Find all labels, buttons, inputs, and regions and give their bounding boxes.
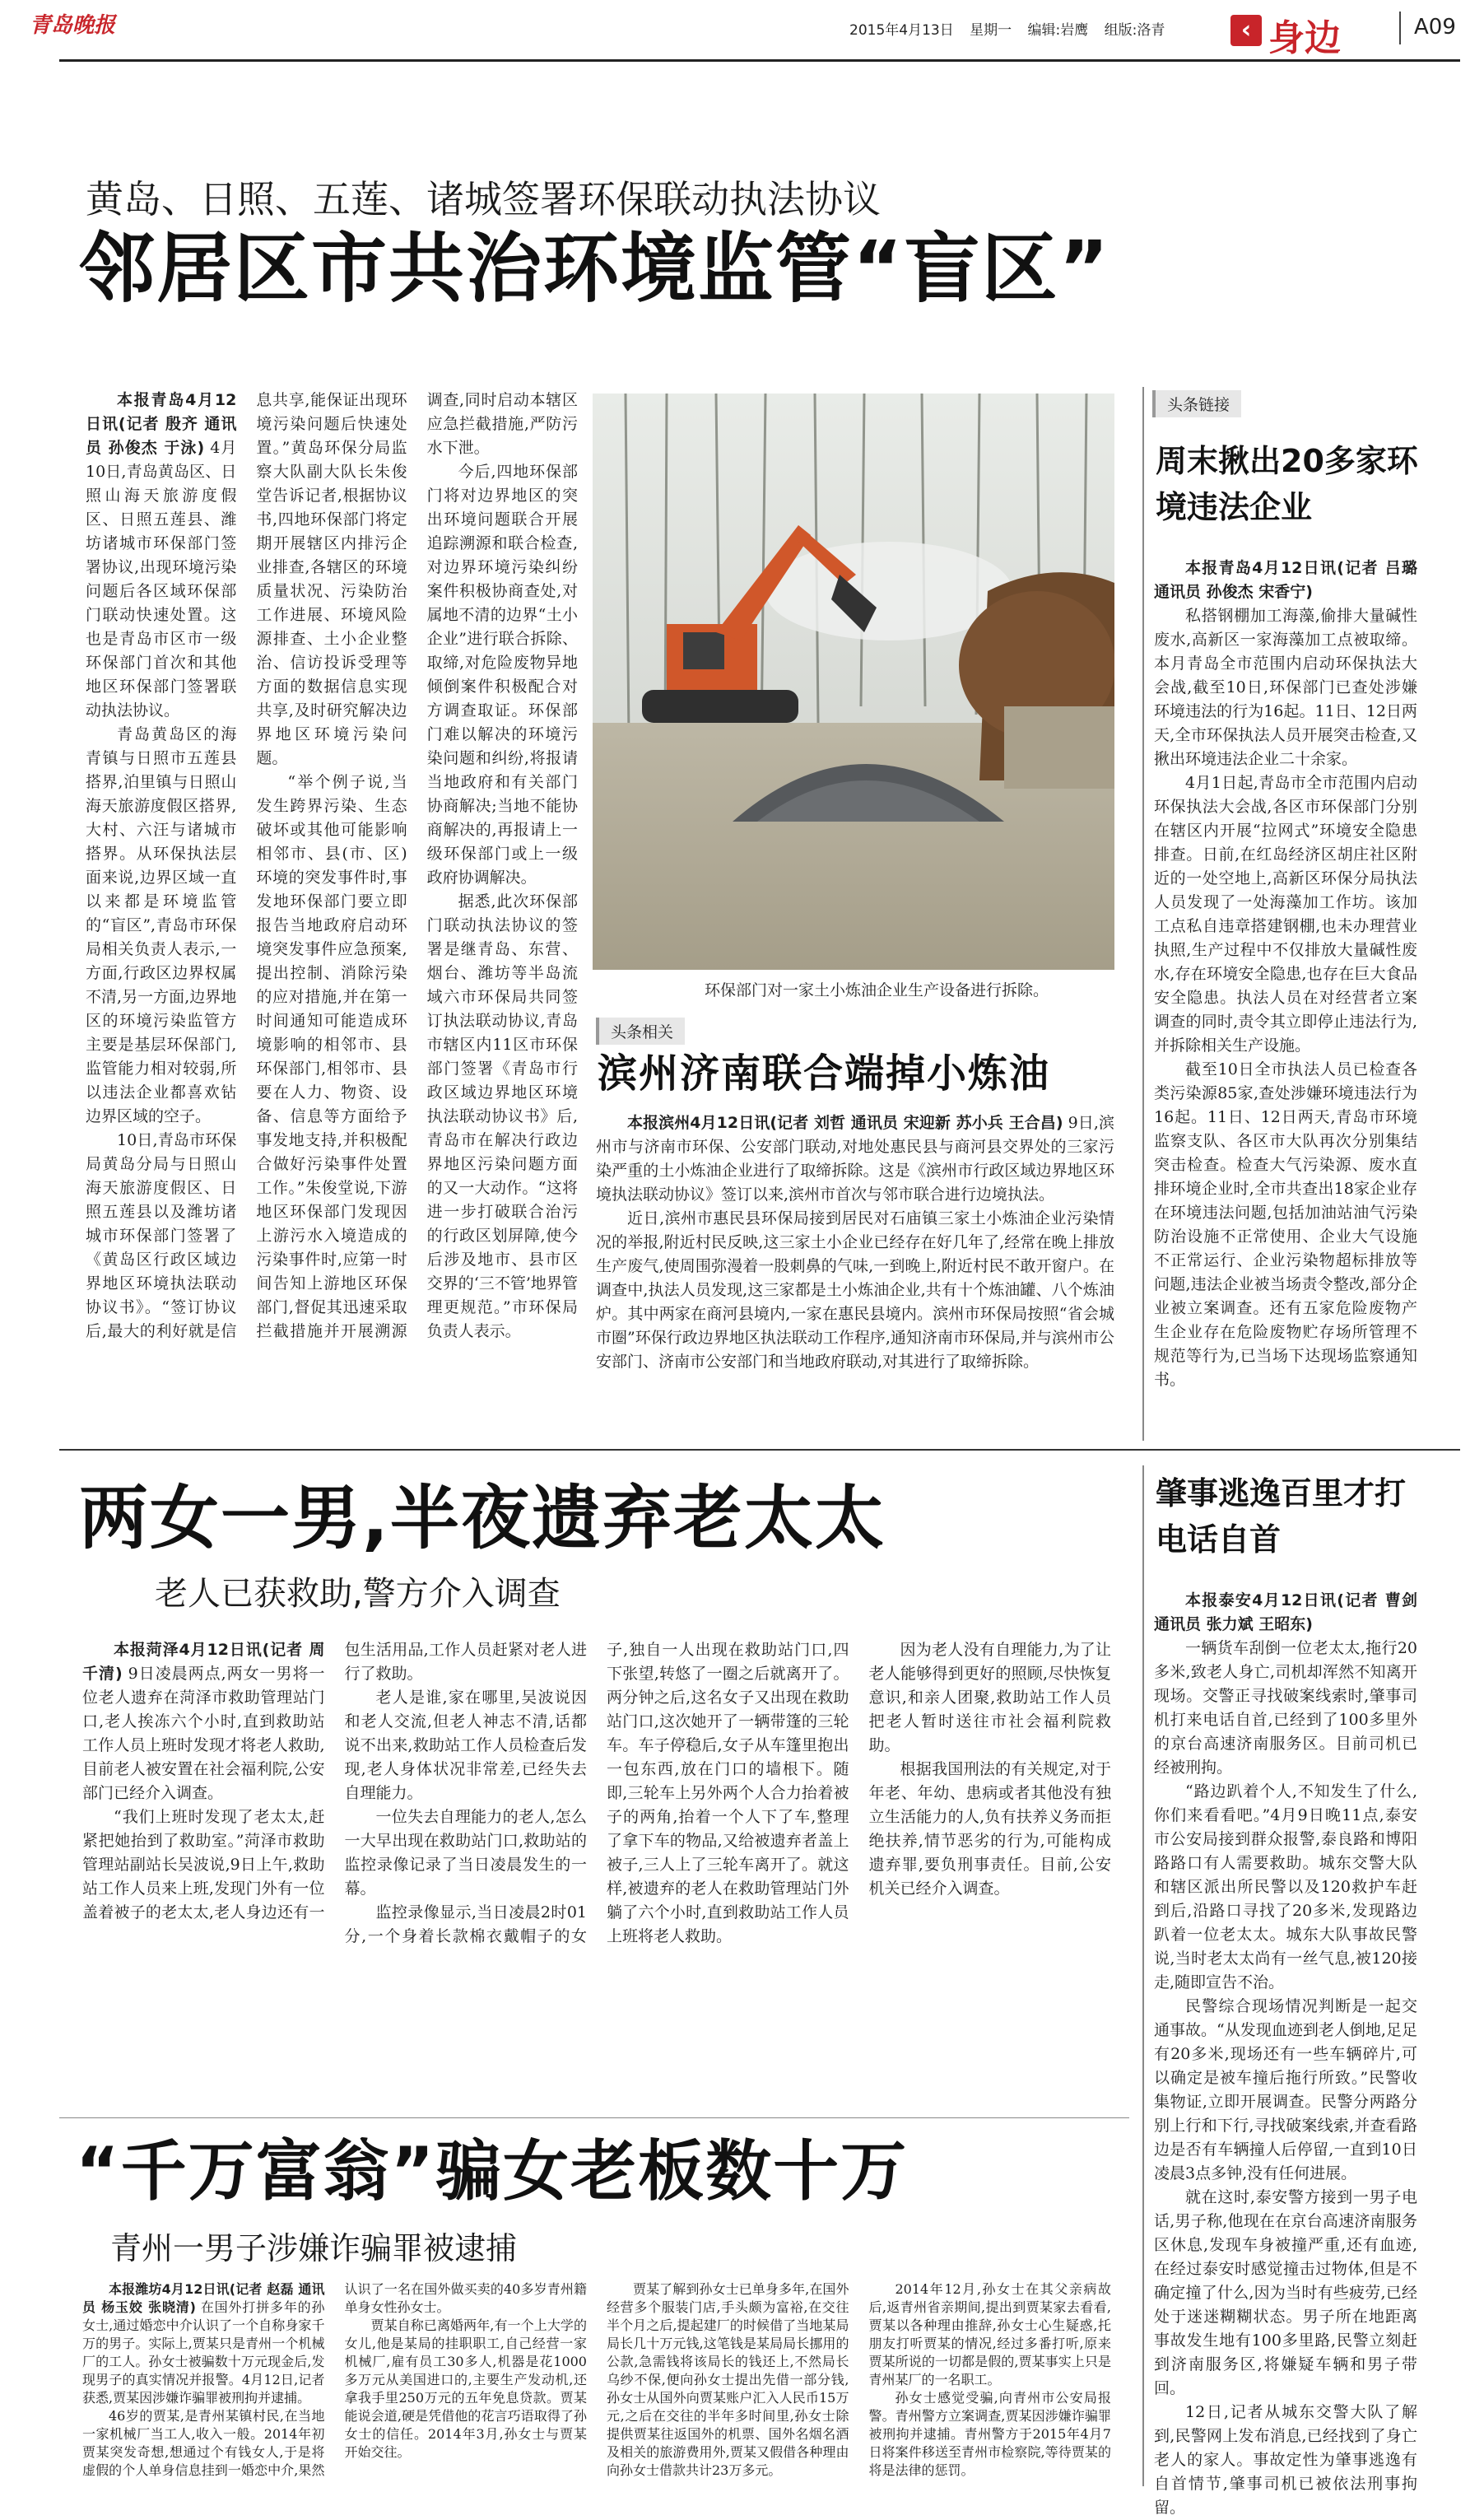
article3-headline: “千万富翁”骗女老板数十万 — [76, 2133, 909, 2210]
sidebar1-headline: 周末揪出20多家环境违法企业 — [1156, 443, 1418, 525]
article-divider — [59, 2117, 1129, 2118]
sidebar2-divider — [1142, 1465, 1144, 2486]
article3-byline: 本报潍坊4月12日讯(记者 赵磊 通讯员 杨玉姣 张晓清) — [82, 2281, 325, 2315]
article2-byline-para: 本报菏泽4月12日讯(记者 周千清) 9日凌晨两点,两女一男将一位老人遗弃在菏泽市救助管理站门口,老人挨冻六个小时,直到救助站工作人员上班时发现才将老人救助,目前老人被安置在社会福利院,公安部门已经介入调查。 — [82, 1641, 325, 1802]
editor-credit: 编辑:岩鹰 — [1027, 22, 1089, 39]
article2-paragraph: 根据我国刑法的有关规定,对于年老、年幼、患病或者其他没有独立生活能力的人,负有扶养义务而拒绝扶养,情节恶劣的行为,可能构成遗弃罪,要负刑事责任。目前,公安机关已经介入调查。 — [868, 1760, 1111, 1898]
sidebar-divider — [1142, 387, 1144, 1441]
lead-kicker: 黄岛、日照、五莲、诸城签署环保联动执法协议 — [86, 177, 881, 221]
article2-paragraph: 因为老人没有自理能力,为了让老人能够得到更好的照顾,尽快恢复意识,和亲人团聚,救助站工作人员把老人暂时送往市社会福利院救助。 — [868, 1641, 1111, 1754]
sidebar2-body — [1154, 1589, 1417, 2520]
sidebar1-byline: 本报青岛4月12日讯(记者 吕璐 通讯员 孙俊杰 宋香宁) — [1154, 559, 1417, 601]
related-byline: 本报滨州4月12日讯(记者 刘哲 通讯员 宋迎新 苏小兵 王合昌) — [627, 1114, 1063, 1132]
article3-paragraph: 贾某自称已离婚两年,有一个上大学的女儿,他是某局的挂职职工,自己经营一家机械厂,雇有员工30多人,机器是花1000多万元从美国进口的,主要生产发动机,还拿我手里250万元的五年免息贷款。贾某能说会道,硬是凭借他的花言巧语取得了孙女士的信任。2014年3月,孙女士与贾某开始交往。 — [344, 2317, 587, 2460]
article3-paragraph: 2014年12月,孙女士在其父亲病故后,返青州省亲期间,提出到贾某家去看看,贾某以各种理由推辞,孙女士心生疑惑,托朋友打听贾某的情况,经过多番打听,原来贾某所说的一切都是假的,贾某事实上只是青州某厂的一名职工。 — [868, 2281, 1111, 2387]
article2-headline: 两女一男,半夜遗弃老太太 — [79, 1478, 886, 1558]
sidebar1-body — [1154, 557, 1417, 1392]
chevron-left-icon: ‹ — [1230, 15, 1262, 46]
article2-body — [82, 1638, 1111, 2099]
article2-paragraph: “我们上班时发现了老太太,赶紧把她抬到了救助室。”菏泽市救助管理站副站长吴波说,9日上午,救助站工作人员来上班,发现门外有一位盖着被子的老太太,老人身边还有一包生活用品,工作人员赶紧对老人进行了救助。 — [82, 1641, 587, 1921]
lead-body — [86, 389, 578, 1434]
issue-info — [849, 18, 1176, 39]
layout-credit: 组版:洛青 — [1104, 22, 1165, 39]
sidebar2-paragraph: 12日,记者从城东交警大队了解到,民警网上发布消息,已经找到了身亡老人的家人。事故定性为肇事逃逸有自首情节,肇事司机已被依法刑事拘留。 — [1154, 2403, 1417, 2517]
masthead-rule — [59, 59, 1460, 62]
lead-byline-para: 本报青岛4月12日讯(记者 殷齐 通讯员 孙俊杰 于泳) 4月10日,青岛黄岛区、日照山海天旅游度假区、日照五莲县、潍坊诸城市环保部门签署协议,出现环境污染问题后各区域环保部门联动快速处置。这也是青岛市区市一级环保部门首次和其他地区环保部门签署联动执法协议。 — [86, 391, 237, 720]
article2-paragraph: 老人是谁,家在哪里,吴波说因和老人交流,但老人神志不清,话都说不出来,救助站工作人员检查后发现,老人身体状况非常差,已经失去自理能力。 — [344, 1689, 587, 1802]
masthead-divider — [1399, 12, 1401, 44]
lead-paragraph: 10日,青岛市环保局黄岛分局与日照山海天旅游度假区、日照五莲县以及潍坊诸城市环保部门签署了《黄岛区行政区域边界地区环境执法联动协议书》。“签订协议后,最大的利好就是信息共享,能保证出现环境污染问题后快速处置。”黄岛环保分局监察大队副大队长朱俊堂告诉记者,根据协议书,四地环保部门将定期开展辖区内排污企业排查,各辖区的环境质量状况、污染防治工作进展、环境风险源排查、土小企业整治、信访投诉受理等方面的数据信息实现共享,及时研究解决边界地区环境污染问题。 — [86, 391, 407, 1340]
section-name: 身边 — [1268, 17, 1341, 59]
excavator-scene-image — [593, 394, 1114, 970]
sidebar2-paragraph: “路边趴着个人,不知发生了什么,你们来看看吧。”4月9日晚11点,泰安市公安局接到群众报警,泰良路和博阳路路口有人需要救助。城东交警大队和辖区派出所民警以及120救护车赶到后,沿路口寻找了20多米,发现路边趴着一位老太太。城东大队事故民警说,当时老太太尚有一丝气息,被120接走,随即宣告不治。 — [1154, 1782, 1417, 1991]
related-label: 头条相关 — [596, 1018, 685, 1045]
related-paragraph: 近日,滨州市惠民县环保局接到居民对石庙镇三家土小炼油企业污染情况的举报,附近村民反映,这三家土小企业已经存在好几年了,经常在晚上排放生产废气,使周围弥漫着一股刺鼻的气味,一到晚上,附近村民不敢开窗户。在调查中,执法人员发现,这三家都是土小炼油企业,共有十个炼油罐、八个炼油炉。其中两家在商河县境内,一家在惠民县境内。滨州市环保局按照“省会城市圈”环保行政边界地区执法联动工作程序,通知济南市环保局,并与滨州市公安部门、济南市公安部门和当地政府联动,对其进行了取缔拆除。 — [596, 1209, 1114, 1371]
related-byline-para: 本报滨州4月12日讯(记者 刘哲 通讯员 宋迎新 苏小兵 王合昌) 9日,滨州市与济南市环保、公安部门联动,对地处惠民县与商河县交界处的三家污染严重的土小炼油企业进行了取缔拆除。这是《滨州市行政区域边界地区环境执法联动协议》签订以来,滨州市首次与邻市联合进行边境执法。 — [596, 1114, 1114, 1204]
section-rule — [59, 1449, 1460, 1451]
lead-headline: 邻居区市共治环境监管“盲区” — [79, 225, 1110, 313]
related-headline: 滨州济南联合端掉小炼油 — [598, 1050, 1051, 1097]
issue-date: 2015年4月13日 — [849, 22, 954, 39]
article3-subtitle: 青州一男子涉嫌诈骗罪被逮捕 — [110, 2230, 518, 2266]
sidebar1-paragraph: 私搭钢棚加工海藻,偷排大量碱性废水,高新区一家海藻加工点被取缔。本月青岛全市范围内启动环保执法大会战,截至10日,环保部门已查处涉嫌环境违法的行为16起。11日、12日两天,全市环保执法人员开展突击检查,又揪出环境违法企业二十余家。 — [1154, 607, 1417, 768]
article3-paragraph: 贾某了解到孙女士已单身多年,在国外经营多个服装门店,手头颇为富裕,在交往半个月之后,提起建厂的时候借了当地某局局长几十万元钱,这笔钱是某局局长挪用的公款,急需钱将该局长的钱还上,不然局长乌纱不保,便向孙女士提出先借一部分钱,孙女士从国外向贾某账户汇入人民币15万元,之后在交往的半年多时间里,孙女士除提供贾某往返国外的机票、国外名烟名酒及相关的旅游费用外,贾某又假借各种理由向孙女士借款共计23万多元。 — [607, 2281, 849, 2478]
sidebar2-headline: 肇事逃逸百里才打电话自首 — [1156, 1475, 1407, 1558]
sidebar2-byline: 本报泰安4月12日讯(记者 曹剑 通讯员 张力斌 王昭东) — [1154, 1591, 1417, 1633]
article2-paragraph: 监控录像显示,当日凌晨2时01分,一个身着长款棉衣戴帽子的女子,独自一人出现在救助站门口,四下张望,转悠了一圈之后就离开了。两分钟之后,这名女子又出现在救助站门口,这次她开了一辆带篷的三轮车。车子停稳后,女子从车篷里抱出一包东西,放在门口的墙根下。随即,三轮车上另外两个人合力抬着被子的两角,抬着一个人下了车,整理了拿下车的物品,又给被遗弃者盖上被子,三人上了三轮车离开了。就这样,被遗弃的老人在救助管理站门外躺了六个小时,直到救助站工作人员上班将老人救助。 — [344, 1641, 849, 1945]
article3-byline-para: 本报潍坊4月12日讯(记者 赵磊 通讯员 杨玉姣 张晓清) 在国外打拼多年的孙女士,通过婚恋中介认识了一个自称身家千万的男子。实际上,贾某只是青州一个机械厂的工人。孙女士被骗数十万元现金后,发现男子的真实情况并报警。4月12日,记者获悉,贾某因涉嫌诈骗罪被刑拘并逮捕。 — [82, 2281, 325, 2406]
sidebar2-paragraph: 一辆货车刮倒一位老太太,拖行20多米,致老人身亡,司机却浑然不知离开现场。交警正寻找破案线索时,肇事司机打来电话自首,已经到了100多里外的京台高速济南服务区。目前司机已经被刑拘。 — [1154, 1639, 1417, 1777]
article2-paragraph: 一位失去自理能力的老人,怎么一大早出现在救助站门口,救助站的监控录像记录了当日凌晨发生的一幕。 — [344, 1808, 587, 1898]
sidebar1-paragraph: 4月1日起,青岛市全市范围内启动环保执法大会战,各区市环保部门分别在辖区内开展“拉网式”环境安全隐患排查。日前,在红岛经济区胡庄社区附近的一处空地上,高新区环保分局执法人员发现了一处海藻加工作坊。该加工点私自违章搭建钢棚,也未办理营业执照,生产过程中不仅排放大量碱性废水,存在环境安全隐患,也存在巨大食品安全隐患。执法人员在对经营者立案调查的同时,责令其立即停止违法行为,并拆除相关生产设施。 — [1154, 774, 1417, 1055]
sidebar1-label: 头条链接 — [1152, 390, 1241, 417]
lead-byline: 本报青岛4月12日讯(记者 殷齐 通讯员 孙俊杰 于泳) — [86, 391, 237, 457]
sidebar1-paragraph: 截至10日全市执法人员已检查各类污染源85家,查处涉嫌环境违法行为16起。11日、12日两天,青岛市环境监察支队、各区市大队再次分别集结突击检查。检查大气污染源、废水直排环境企业时,全市共查出18家企业存在环境违法问题,包括加油站油气污染防治设施不正常使用、企业大气设施不正常运行、企业污染物超标排放等问题,违法企业被当场责令整改,部分企业被立案调查。还有五家危险废物产生企业存在危险废物贮存场所管理不规范等行为,已当场下达现场监察通知书。 — [1154, 1060, 1417, 1389]
lead-paragraph: 青岛黄岛区的海青镇与日照市五莲县搭界,泊里镇与日照山海天旅游度假区搭界,大村、六汪与诸城市搭界。从环保执法层面来说,边界区域一直以来都是环境监管的“盲区”,青岛市环保局相关负责人表示,一方面,行政区边界权属不清,另一方面,边界地区的环境污染监管方主要是基层环保部门,监管能力相对较弱,所以违法企业都喜欢钻边界区域的空子。 — [86, 725, 237, 1125]
lead-photo — [593, 394, 1114, 970]
newspaper-logo: 青岛晚报 — [30, 13, 116, 38]
article3-paragraph: 孙女士感觉受骗,向青州市公安局报警。青州警方立案调查,贾某因涉嫌诈骗罪被刑拘并逮捕。青州警方于2015年4月7日将案件移送至青州市检察院,等待贾某的将是法律的惩罚。 — [868, 2390, 1111, 2478]
sidebar1-byline-para — [1154, 557, 1417, 604]
lead-photo-caption: 环保部门对一家土小炼油企业生产设备进行拆除。 — [705, 981, 1049, 999]
sidebar2-paragraph: 民警综合现场情况判断是一起交通事故。“从发现血迹到老人倒地,足足有20多米,现场还有一些车辆碎片,可以确定是被车撞后拖行所致。”民警收集物证,立即开展调查。民警分两路分别上行和下行,寻找破案线索,并查看路边是否有车辆撞人后停留,一直到10日凌晨3点多钟,没有任何进展。 — [1154, 1997, 1417, 2182]
related-body — [596, 1111, 1114, 1374]
sidebar2-paragraph: 就在这时,泰安警方接到一男子电话,男子称,他现在在京台高速济南服务区休息,发现车身被撞严重,还有血迹,在经过泰安时感觉撞击过物体,但是不确定撞了什么,因为当时有些疲劳,已经处于迷迷糊糊状态。男子所在地距离事故发生地有100多里路,民警立刻赶到济南服务区,将嫌疑车辆和男子带回。 — [1154, 2188, 1417, 2397]
page-number: A09 — [1414, 15, 1456, 40]
lead-paragraph: 据悉,此次环保部门联动执法协议的签署是继青岛、东营、烟台、潍坊等半岛流域六市环保局共同签订执法联动协议,青岛市辖区内11区市环保部门签署《青岛市行政区域边界地区环境执法联动协议书》后,青岛市在解决行政边界地区污染问题方面的又一大动作。“这将进一步打破联合治污的行政区划屏障,使今后涉及地市、县市区交界的‘三不管’地界管理更规范。”市环保局负责人表示。 — [426, 892, 578, 1340]
lead-paragraph: “举个例子说,当发生跨界污染、生态破坏或其他可能影响相邻市、县(市、区)环境的突发事件时,事发地环保部门要立即报告当地政府启动环境突发事件应急预案,提出控制、消除污染的应对措施,并在第一时间通知可能造成环境影响的相邻市、县环保部门,相邻市、县要在人力、物资、设备、信息等方面给予事发地支持,并积极配合做好污染事件处置工作。”朱俊堂说,下游地区环保部门发现因上游污水入境造成的污染事件时,应第一时间告知上游地区环保部门,督促其迅速采取拦截措施并开展溯源调查,同时启动本辖区应急拦截措施,严防污水下泄。 — [256, 391, 578, 1340]
article3-body — [82, 2280, 1111, 2496]
section-tag — [1230, 7, 1362, 59]
lead-paragraph: 今后,四地环保部门将对边界地区的突出环境问题联合开展追踪溯源和联合检查,对边界环境污染纠纷案件积极协商查处,对属地不清的边界“土小企业”进行联合拆除、取缔,对危险废物异地倾倒案件积极配合对方调查取证。环保部门难以解决的环境污染问题和纠纷,将报请当地政府和有关部门协商解决;当地不能协商解决的,再报请上一级环保部门或上一级政府协调解决。 — [426, 463, 578, 887]
article2-subtitle: 老人已获救助,警方介入调查 — [155, 1575, 561, 1613]
sidebar2-byline-para — [1154, 1589, 1417, 1637]
issue-weekday: 星期一 — [970, 22, 1012, 39]
article3-paragraph: 46岁的贾某,是青州某镇村民,在当地一家机械厂当工人,收入一般。2014年初贾某突发奇想,想通过个有钱女人,于是将虚假的个人单身信息挂到一婚恋中介,果然认识了一名在国外做买卖的40多岁青州籍单身女性孙女士。 — [82, 2281, 587, 2478]
article2-byline: 本报菏泽4月12日讯(记者 周千清) — [82, 1641, 325, 1683]
